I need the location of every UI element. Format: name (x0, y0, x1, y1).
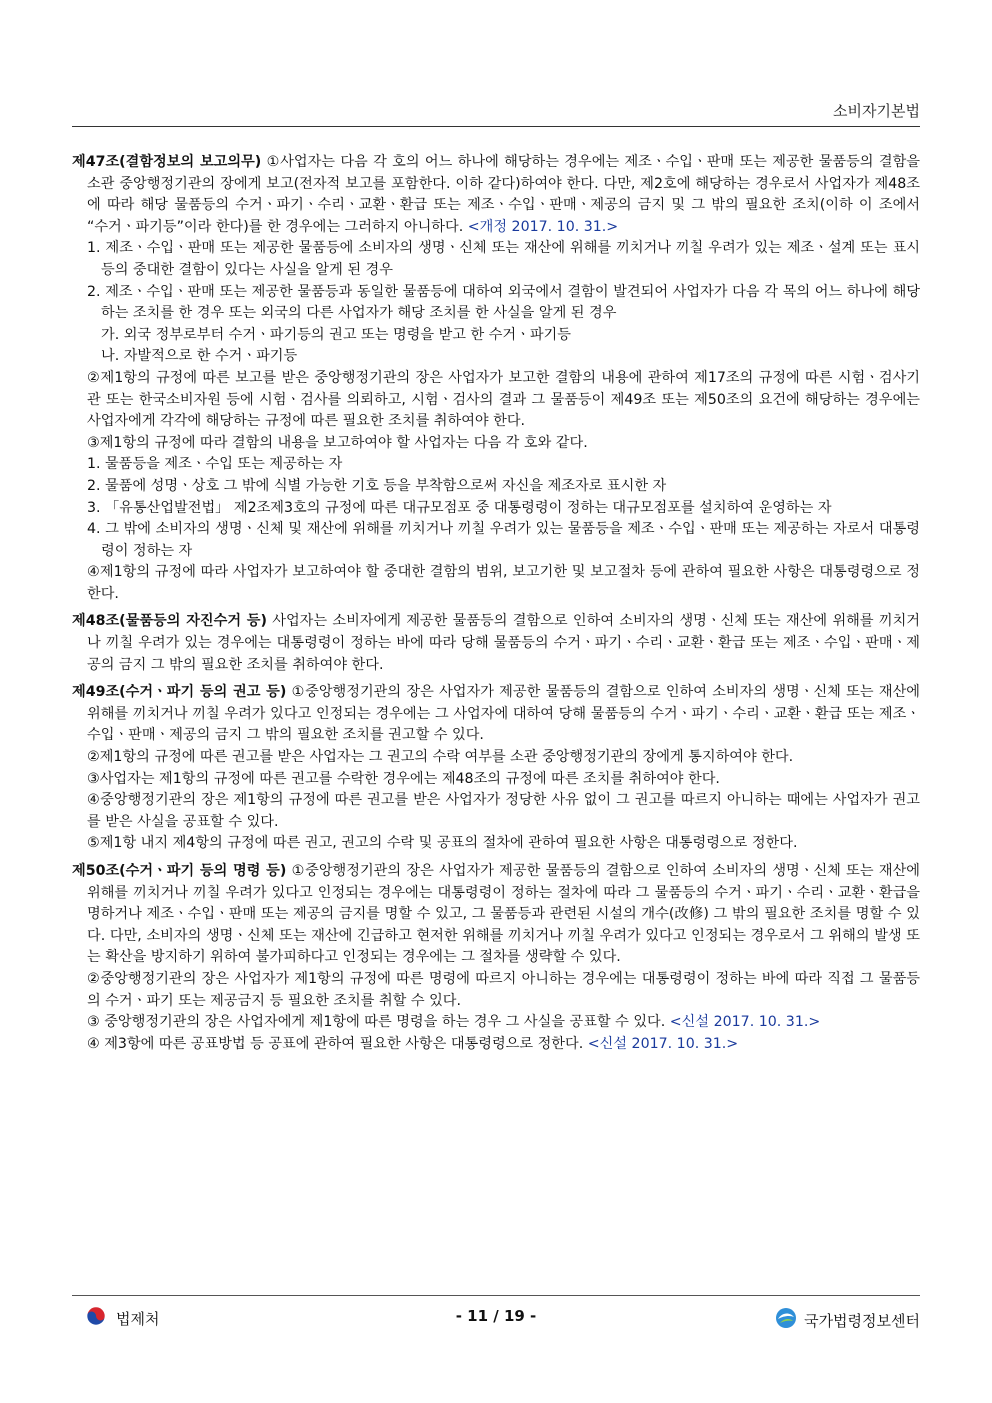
moleg-label: 법제처 (116, 1309, 160, 1328)
law-info-center-label: 국가법령정보센터 (804, 1311, 920, 1330)
law-content (72, 152, 920, 1061)
article-48 (72, 611, 920, 676)
article-47-para-1: ①사업자는 다음 각 호의 어느 하나에 해당하는 경우에는 제조ㆍ수입ㆍ판매 또는 제공한 물품등의 결함을 소관 중앙행정기관의 장에게 보고(전자적 보고를 포함한다. 이하 같다)하여야 한다. 다만, 제2호에 해당하는 경우로서 사업자가 제48조에 따라 해당 물품등의 수거ㆍ파기ㆍ수리ㆍ교환ㆍ환급 또는 제조ㆍ수입ㆍ판매ㆍ제공의 금지 및 그 밖의 필요한 조치(이하 이 조에서 “수거ㆍ파기등”이라 한다)를 한 경우에는 그러하지 아니하다. (87, 154, 920, 235)
article-50-para-2: ②중앙행정기관의 장은 사업자가 제1항의 규정에 따른 명령에 따르지 아니하는 경우에는 대통령령이 정하는 바에 따라 직접 그 물품등의 수거ㆍ파기 또는 제공금지 등 필요한 조치를 취할 수 있다. (87, 970, 920, 1009)
article-49-title: 제49조(수거ㆍ파기 등의 권고 등) (72, 684, 287, 701)
article-50 (72, 861, 920, 1055)
article-50-para-3: ③ 중앙행정기관의 장은 사업자에게 제1항에 따른 명령을 하는 경우 그 사실을 공표할 수 있다. (87, 1014, 670, 1031)
article-49-para-1: ①중앙행정기관의 장은 사업자가 제공한 물품등의 결함으로 인하여 소비자의 생명ㆍ신체 또는 재산에 위해를 끼치거나 끼칠 우려가 있다고 인정되는 경우에는 그 사업자에 대하여 당해 물품등의 수거ㆍ파기ㆍ수리ㆍ교환ㆍ환급 또는 제조ㆍ수입ㆍ판매ㆍ제공의 금지 그 밖의 필요한 조치를 권고할 수 있다. (87, 684, 920, 744)
list-item: 2. 물품에 성명ㆍ상호 그 밖에 식별 가능한 기호 등을 부착함으로써 자신을 제조자로 표시한 자 (87, 477, 667, 494)
article-47 (72, 152, 920, 605)
article-47-para-3: ③제1항의 규정에 따라 결함의 내용을 보고하여야 할 사업자는 다음 각 호와 같다. (87, 434, 588, 451)
law-info-center-logo-icon (774, 1306, 798, 1334)
amendment-note: <개정 2017. 10. 31.> (467, 218, 619, 235)
header-divider (72, 126, 920, 127)
amendment-note: <신설 2017. 10. 31.> (669, 1014, 821, 1031)
list-item: 1. 제조ㆍ수입ㆍ판매 또는 제공한 물품등에 소비자의 생명ㆍ신체 또는 재산에 위해를 끼치거나 끼칠 우려가 있는 제조ㆍ설계 또는 표시 등의 중대한 결함이 있다는 사실을 알게 된 경우 (87, 240, 920, 278)
list-item: 2. 제조ㆍ수입ㆍ판매 또는 제공한 물품등과 동일한 물품등에 대하여 외국에서 결함이 발견되어 사업자가 다음 각 목의 어느 하나에 해당하는 조치를 한 경우 또는 외국의 다른 사업자가 해당 조치를 한 사실을 알게 된 경우 (87, 283, 920, 322)
footer-divider (72, 1295, 920, 1296)
article-49 (72, 682, 920, 855)
sub-list-item: 가. 외국 정부로부터 수거ㆍ파기등의 권고 또는 명령을 받고 한 수거ㆍ파기등 (101, 326, 571, 343)
sub-list-item: 나. 자발적으로 한 수거ㆍ파기등 (101, 348, 298, 365)
list-item: 3. 「유통산업발전법」 제2조제3호의 규정에 따른 대규모점포 중 대통령령이 정하는 대규모점포를 설치하여 운영하는 자 (87, 499, 832, 516)
article-48-title: 제48조(물품등의 자진수거 등) (72, 613, 267, 630)
page-number: - 11 / 19 - (455, 1307, 537, 1325)
list-item: 1. 물품등을 제조ㆍ수입 또는 제공하는 자 (87, 456, 343, 473)
article-50-para-1: ①중앙행정기관의 장은 사업자가 제공한 물품등의 결함으로 인하여 소비자의 생명ㆍ신체 또는 재산에 위해를 끼치거나 끼칠 우려가 있다고 인정되는 경우에는 대통령령이 정하는 절차에 따라 그 물품등의 수거ㆍ파기ㆍ수리ㆍ교환ㆍ환급을 명하거나 제조ㆍ수입ㆍ판매 또는 제공의 금지를 명할 수 있고, 그 물품등과 관련된 시설의 개수(改修) 그 밖의 필요한 조치를 명할 수 있다. 다만, 소비자의 생명ㆍ신체 또는 재산에 긴급하고 현저한 위해를 끼치거나 끼칠 우려가 있다고 인정되는 경우로서 그 위해의 발생 또는 확산을 방지하기 위하여 불가피하다고 인정되는 경우에는 그 절차를 생략할 수 있다. (87, 863, 920, 966)
article-49-para-2: ②제1항의 규정에 따른 권고를 받은 사업자는 그 권고의 수락 여부를 소관 중앙행정기관의 장에게 통지하여야 한다. (87, 749, 794, 766)
article-49-para-5: ⑤제1항 내지 제4항의 규정에 따른 권고, 권고의 수락 및 공표의 절차에 관하여 필요한 사항은 대통령령으로 정한다. (87, 835, 798, 852)
article-49-para-4: ④중앙행정기관의 장은 제1항의 규정에 따른 권고를 받은 사업자가 정당한 사유 없이 그 권고를 따르지 아니하는 때에는 사업자가 권고를 받은 사실을 공표할 수 있다. (87, 792, 920, 830)
document-title: 소비자기본법 (833, 102, 920, 120)
article-49-para-3: ③사업자는 제1항의 규정에 따른 권고를 수락한 경우에는 제48조의 규정에 따른 조치를 취하여야 한다. (87, 770, 720, 787)
article-50-para-4: ④ 제3항에 따른 공표방법 등 공표에 관하여 필요한 사항은 대통령령으로 정한다. (87, 1035, 588, 1052)
amendment-note: <신설 2017. 10. 31.> (587, 1035, 739, 1052)
page-footer (72, 1304, 920, 1330)
article-47-title: 제47조(결함정보의 보고의무) (72, 154, 262, 170)
article-47-para-2: ②제1항의 규정에 따른 보고를 받은 중앙행정기관의 장은 사업자가 보고한 결함의 내용에 관하여 제17조의 규정에 따른 시험ㆍ검사기관 또는 한국소비자원 등에 시험ㆍ검사를 의뢰하고, 시험ㆍ검사의 결과 그 물품등이 제49조 또는 제50조의 요건에 해당하는 경우에는 사업자에게 각각에 해당하는 규정에 따른 필요한 조치를 취하여야 한다. (87, 369, 920, 430)
list-item: 4. 그 밖에 소비자의 생명ㆍ신체 및 재산에 위해를 끼치거나 끼칠 우려가 있는 물품등을 제조ㆍ수입ㆍ판매 또는 제공하는 자로서 대통령령이 정하는 자 (87, 521, 920, 559)
article-48-para-1: 사업자는 소비자에게 제공한 물품등의 결함으로 인하여 소비자의 생명ㆍ신체 또는 재산에 위해를 끼치거나 끼칠 우려가 있는 경우에는 대통령령이 정하는 바에 따라 당해 물품등의 수거ㆍ파기ㆍ수리ㆍ교환ㆍ환급 또는 제조ㆍ수입ㆍ판매ㆍ제공의 금지 그 밖의 필요한 조치를 취하여야 한다. (87, 613, 920, 673)
article-47-para-4: ④제1항의 규정에 따라 사업자가 보고하여야 할 중대한 결함의 범위, 보고기한 및 보고절차 등에 관하여 필요한 사항은 대통령령으로 정한다. (87, 564, 920, 602)
article-50-title: 제50조(수거ㆍ파기 등의 명령 등) (72, 863, 287, 879)
